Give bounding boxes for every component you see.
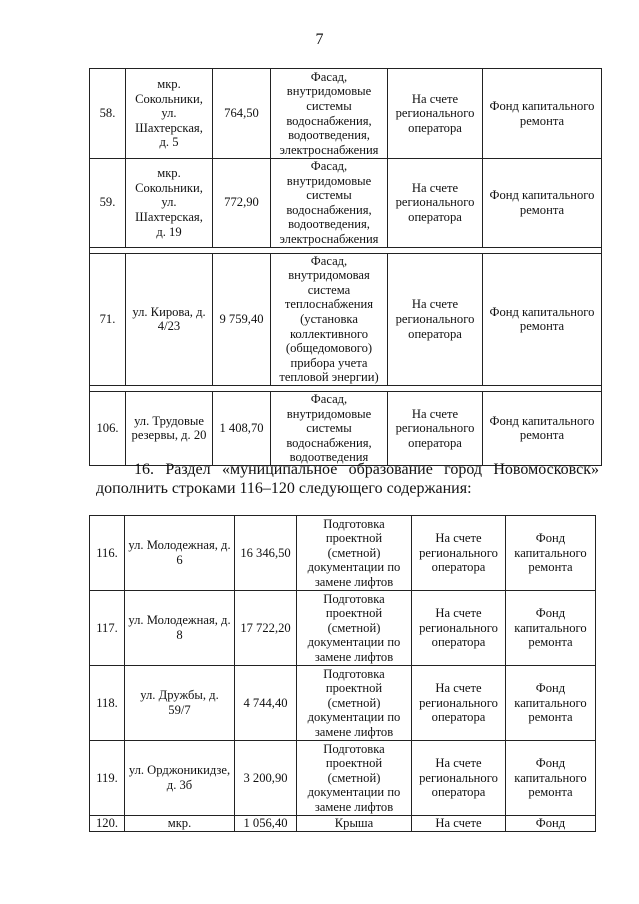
works-cell: Подготовка проектной (сметной) документации по замене лифтов bbox=[297, 516, 412, 591]
account-cell: На счете регионального оператора bbox=[412, 741, 506, 816]
funding-source-cell: Фонд капитального ремонта bbox=[483, 391, 602, 465]
address-cell: мкр. Сокольники, ул. Шахтерская, д. 5 bbox=[126, 69, 213, 159]
funding-source-cell: Фонд капитального ремонта bbox=[506, 591, 596, 666]
address-cell: ул. Молодежная, д. 6 bbox=[125, 516, 235, 591]
row-number: 117. bbox=[90, 591, 125, 666]
account-cell: На счете bbox=[412, 816, 506, 832]
account-cell: На счете регионального оператора bbox=[388, 69, 483, 159]
funding-source-cell: Фонд капитального ремонта bbox=[506, 741, 596, 816]
table-row bbox=[90, 253, 602, 385]
row-number: 119. bbox=[90, 741, 125, 816]
row-number: 106. bbox=[90, 391, 126, 465]
paragraph-line-2: дополнить строками 116–120 следующего содержания: bbox=[96, 480, 472, 497]
funding-source-cell: Фонд капитального ремонта bbox=[483, 253, 602, 385]
table-row bbox=[90, 69, 602, 159]
funding-source-cell: Фонд капитального ремонта bbox=[483, 69, 602, 159]
row-number: 71. bbox=[90, 253, 126, 385]
works-cell: Подготовка проектной (сметной) документации по замене лифтов bbox=[297, 666, 412, 741]
funding-source-cell: Фонд капитального ремонта bbox=[483, 159, 602, 248]
table-row bbox=[90, 391, 602, 465]
account-cell: На счете регионального оператора bbox=[388, 391, 483, 465]
area-cell: 17 722,20 bbox=[235, 591, 297, 666]
repair-table-2 bbox=[89, 515, 596, 832]
address-cell: мкр. bbox=[125, 816, 235, 832]
amendment-paragraph bbox=[96, 460, 599, 498]
address-cell: ул. Молодежная, д. 8 bbox=[125, 591, 235, 666]
address-cell: ул. Кирова, д. 4/23 bbox=[126, 253, 213, 385]
row-number: 118. bbox=[90, 666, 125, 741]
works-cell: Подготовка проектной (сметной) документации по замене лифтов bbox=[297, 741, 412, 816]
account-cell: На счете регионального оператора bbox=[388, 253, 483, 385]
account-cell: На счете регионального оператора bbox=[412, 516, 506, 591]
funding-source-cell: Фонд капитального ремонта bbox=[506, 516, 596, 591]
area-cell: 3 200,90 bbox=[235, 741, 297, 816]
works-cell: Фасад, внутридомовые системы водоснабжения, водоотведения, электроснабжения bbox=[271, 159, 388, 248]
address-cell: ул. Трудовые резервы, д. 20 bbox=[126, 391, 213, 465]
table-row bbox=[90, 816, 596, 832]
works-cell: Фасад, внутридомовая система теплоснабжения (установка коллективного (общедомового) прибора учета тепловой энергии) bbox=[271, 253, 388, 385]
account-cell: На счете регионального оператора bbox=[388, 159, 483, 248]
area-cell: 1 408,70 bbox=[213, 391, 271, 465]
page-number: 7 bbox=[315, 31, 324, 48]
table-row bbox=[90, 159, 602, 248]
row-number: 116. bbox=[90, 516, 125, 591]
area-cell: 772,90 bbox=[213, 159, 271, 248]
area-cell: 16 346,50 bbox=[235, 516, 297, 591]
address-cell: ул. Дружбы, д. 59/7 bbox=[125, 666, 235, 741]
table-row bbox=[90, 516, 596, 591]
table-row bbox=[90, 741, 596, 816]
row-number: 120. bbox=[90, 816, 125, 832]
row-number: 59. bbox=[90, 159, 126, 248]
area-cell: 1 056,40 bbox=[235, 816, 297, 832]
table-row bbox=[90, 591, 596, 666]
account-cell: На счете регионального оператора bbox=[412, 591, 506, 666]
works-cell: Фасад, внутридомовые системы водоснабжения, водоотведения bbox=[271, 391, 388, 465]
funding-source-cell: Фонд капитального ремонта bbox=[506, 666, 596, 741]
area-cell: 9 759,40 bbox=[213, 253, 271, 385]
table-row bbox=[90, 666, 596, 741]
account-cell: На счете регионального оператора bbox=[412, 666, 506, 741]
works-cell: Крыша bbox=[297, 816, 412, 832]
funding-source-cell: Фонд bbox=[506, 816, 596, 832]
area-cell: 4 744,40 bbox=[235, 666, 297, 741]
address-cell: ул. Орджоникидзе, д. 3б bbox=[125, 741, 235, 816]
works-cell: Фасад, внутридомовые системы водоснабжения, водоотведения, электроснабжения bbox=[271, 69, 388, 159]
repair-table-1 bbox=[89, 68, 602, 466]
paragraph-line-1: 16. Раздел «муниципальное образование город Новомосковск» bbox=[134, 461, 599, 478]
row-number: 58. bbox=[90, 69, 126, 159]
address-cell: мкр. Сокольники, ул. Шахтерская, д. 19 bbox=[126, 159, 213, 248]
works-cell: Подготовка проектной (сметной) документации по замене лифтов bbox=[297, 591, 412, 666]
area-cell: 764,50 bbox=[213, 69, 271, 159]
